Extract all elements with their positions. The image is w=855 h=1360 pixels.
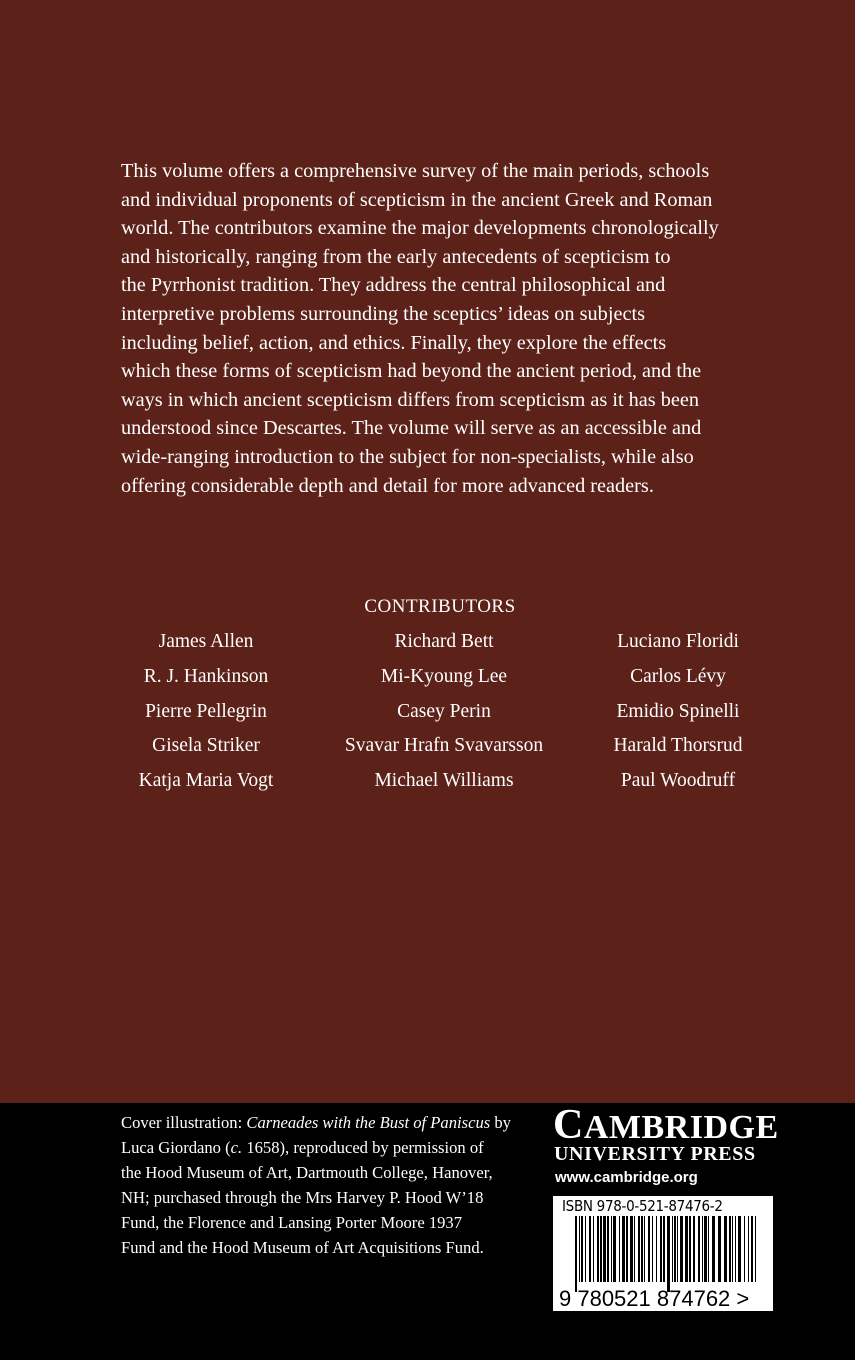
contributor-name: Paul Woodruff [620,770,736,792]
contributor-name: Harald Thorsrud [613,735,743,757]
contributor-name: Mi-Kyoung Lee [380,665,508,687]
barcode-bar [652,1216,653,1282]
contributors-list [88,628,792,802]
barcode-bar [644,1216,645,1282]
barcode-bar [593,1216,594,1282]
blurb-line: world. The contributors examine the major developments chronologically [121,217,719,240]
blurb-line: interpretive problems surrounding the sceptics’ ideas on subjects [121,302,645,325]
contributor-name: Richard Bett [394,631,494,652]
blurb-line: the Pyrrhonist tradition. They address the central philosophical and [121,274,666,297]
circa: c. [230,1138,243,1157]
blurb-line: and individual proponents of scepticism in the ancient Greek and Roman [121,188,713,211]
barcode-bar [729,1216,731,1282]
barcode-bar [579,1216,580,1282]
blurb-line: including belief, action, and ethics. Finally, they explore the effects [121,331,667,354]
barcode-bar [663,1216,665,1282]
credit-line: Fund and the Hood Museum of Art Acquisitions Fund. [121,1238,484,1257]
barcode-bar [748,1216,749,1282]
barcode-bar [622,1216,625,1282]
credit-text: by [490,1113,511,1132]
barcode-bar [738,1216,741,1282]
blurb-line: which these forms of scepticism had beyond the ancient period, and the [121,360,702,383]
barcode-bar [589,1216,591,1282]
barcode-bar [619,1216,620,1282]
publisher-logo [553,1102,779,1148]
barcode-bar [630,1216,633,1282]
barcode-bar [689,1216,691,1282]
logo-initial: C [553,1102,584,1148]
artwork-title: Carneades with the Bust of Paniscus [246,1113,491,1132]
barcode-bar [634,1216,635,1282]
contributor-name: Svavar Hrafn Svavarsson [344,735,544,757]
barcode-bar [660,1216,662,1282]
credit-text: Luca Giordano ( [121,1138,231,1157]
blurb-line: offering considerable depth and detail for more advanced readers. [121,474,654,497]
credit-prefix: Cover illustration: [121,1113,247,1132]
barcode-bar [702,1216,703,1282]
barcode-bar [680,1216,683,1282]
barcode-bar [744,1216,745,1282]
isbn-label: ISBN 978-0-521-87476-2 [562,1197,723,1215]
publisher-url: www.cambridge.org [555,1169,698,1186]
barcode-bar [600,1216,602,1282]
barcode-bar [704,1216,707,1282]
barcode-bar [724,1216,727,1282]
barcode-bar [613,1216,616,1282]
credit-line: Fund, the Florence and Lansing Porter Moore 1937 [121,1213,463,1232]
barcode-bar [575,1216,577,1292]
contributor-name: Pierre Pellegrin [145,700,267,722]
contributor-name: Casey Perin [397,700,491,722]
contributor-name: Michael Williams [374,770,514,792]
barcode-bar [672,1216,673,1282]
barcode-bar [638,1216,640,1282]
barcode-bar [755,1216,756,1282]
credit-line: NH; purchased through the Mrs Harvey P. Hood W’18 [121,1188,484,1207]
barcode-bar [693,1216,695,1282]
barcode-bar [718,1216,721,1282]
contributors-heading: CONTRIBUTORS [364,596,516,617]
barcode-bar [685,1216,688,1282]
barcode-bar [677,1216,678,1282]
credit-line: the Hood Museum of Art, Dartmouth College, Hanover, [121,1163,493,1182]
contributor-name: James Allen [158,631,254,652]
blurb-line: understood since Descartes. The volume will serve as an accessible and [121,417,702,440]
blurb-line: and historically, ranging from the early antecedents of scepticism to [121,245,671,268]
contributor-name: R. J. Hankinson [143,665,269,687]
contributor-name: Luciano Floridi [617,631,739,652]
blurb [121,157,841,500]
barcode-bar [751,1216,753,1282]
barcode-bar [735,1216,736,1282]
barcode [575,1216,765,1292]
barcode-bar [667,1216,670,1292]
isbn-barcode-box [553,1196,773,1311]
barcode-bar [698,1216,700,1282]
contributor-name: Katja Maria Vogt [138,770,274,792]
barcode-bar [641,1216,643,1282]
barcode-bar [712,1216,715,1282]
barcode-bar [626,1216,628,1282]
barcode-bar [603,1216,606,1282]
barcode-bar [611,1216,612,1282]
blurb-line: ways in which ancient scepticism differs from scepticism as it has been [121,388,700,411]
blurb-line: wide-ranging introduction to the subject for non-specialists, while also [121,445,694,468]
barcode-bar [708,1216,709,1282]
barcode-bar [674,1216,676,1282]
blurb-line: This volume offers a comprehensive survey of the main periods, schools [121,160,710,182]
cover-credit [121,1110,511,1260]
contributor-name: Gisela Striker [152,735,260,757]
barcode-bar [597,1216,599,1282]
barcode-bar [732,1216,733,1282]
barcode-bar [607,1216,609,1282]
barcode-bar [585,1216,586,1282]
barcode-bar [581,1216,583,1282]
ean-number: 9 780521 874762 > [559,1286,750,1311]
contributor-name: Emidio Spinelli [616,700,740,722]
credit-text: 1658), reproduced by permission of [242,1138,484,1157]
contributor-name: Carlos Lévy [630,665,726,687]
publisher-subtitle: UNIVERSITY PRESS [554,1143,756,1165]
barcode-bar [648,1216,650,1282]
logo-name: AMBRIDGE [583,1109,779,1146]
barcode-bar [656,1216,657,1282]
